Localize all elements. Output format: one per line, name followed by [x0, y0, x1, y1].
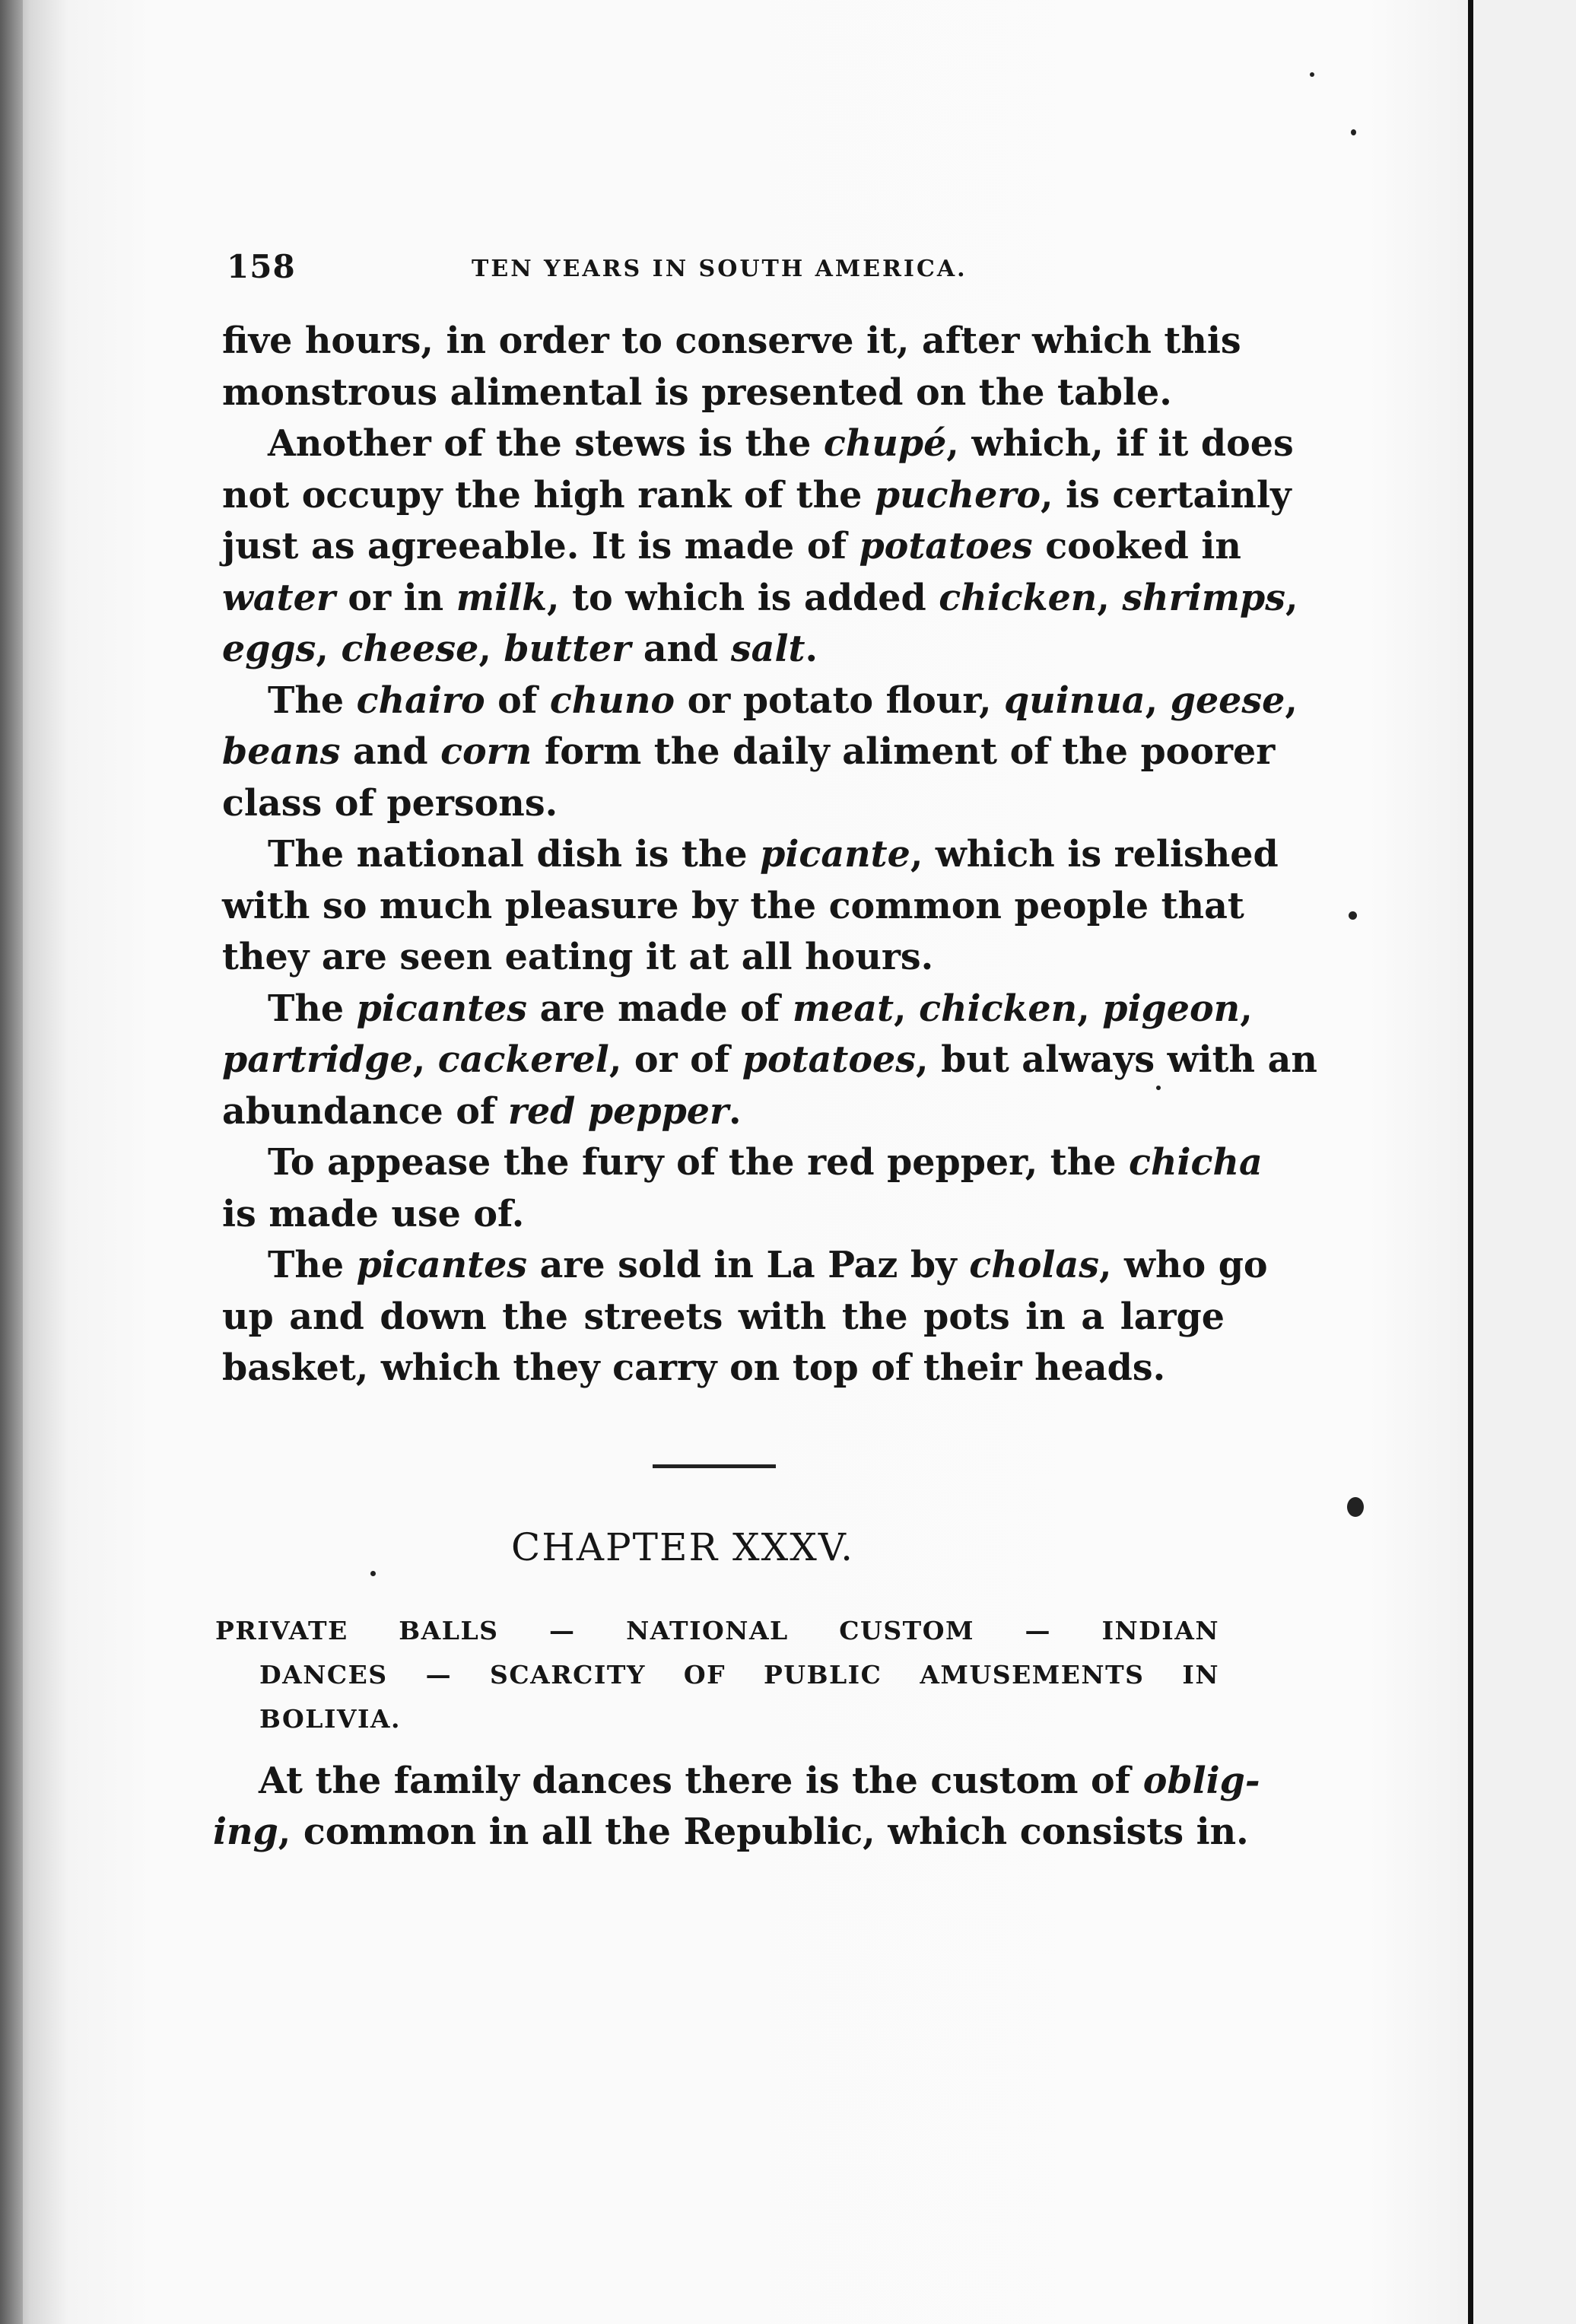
text-line: [222, 418, 1294, 470]
text-run: not occupy the high rank of the: [222, 473, 875, 517]
text-run: , which is relished: [910, 833, 1279, 876]
chapter-body: [213, 1756, 1260, 1858]
print-speck: [1347, 1497, 1364, 1517]
text-run: or in: [335, 576, 456, 619]
text-run: ,: [894, 987, 920, 1030]
right-margin: [1473, 0, 1576, 2324]
text-run: just as agreeable. It is made of: [222, 525, 859, 567]
italic-term: chupé: [823, 422, 947, 465]
text-run: abundance of: [222, 1089, 508, 1133]
right-page-edge: [1468, 0, 1473, 2324]
text-run: ,: [1097, 576, 1123, 619]
italic-term: ing: [213, 1811, 278, 1853]
italic-term: cholas: [969, 1244, 1099, 1286]
text-line: [222, 1086, 1225, 1138]
page-gutter-shadow: [0, 0, 23, 2324]
text-run: .: [805, 628, 818, 670]
italic-term: milk: [456, 576, 548, 619]
text-line: [222, 367, 1225, 419]
text-run: , which, if it does: [946, 422, 1294, 465]
text-line: [222, 1189, 1225, 1241]
italic-term: geese: [1170, 679, 1285, 722]
text-run: ,: [1285, 576, 1298, 619]
text-run: and: [340, 730, 441, 773]
running-head: [227, 248, 989, 294]
text-run: cooked in: [1032, 525, 1241, 567]
text-line: [222, 470, 1292, 522]
text-run: , who go: [1098, 1244, 1268, 1286]
italic-term: potatoes: [742, 1038, 916, 1081]
text-line: [222, 932, 1225, 984]
summary-line: BOLIVIA.: [259, 1704, 402, 1734]
text-run: they are seen eating it at all hours.: [222, 936, 934, 978]
text-run: At the family dances there is the custom of: [259, 1760, 1143, 1802]
text-run: The: [268, 679, 357, 722]
text-run: ,: [316, 628, 342, 670]
italic-term: potatoes: [859, 525, 1033, 567]
text-line: [222, 624, 1225, 676]
text-run: basket, which they carry on top of their heads.: [222, 1346, 1166, 1389]
italic-term: shrimps: [1122, 576, 1285, 619]
text-line: [222, 829, 1279, 881]
italic-term: cackerel: [437, 1038, 609, 1081]
print-speck: [1310, 72, 1314, 77]
text-run: or potato flour,: [675, 679, 1005, 722]
italic-term: chicken: [939, 576, 1098, 619]
chapter-summary: [215, 1609, 1219, 1741]
italic-term: meat: [792, 987, 894, 1030]
print-speck: [1349, 911, 1357, 920]
text-run: form the daily aliment of the poorer: [532, 730, 1276, 773]
italic-term: red pepper: [507, 1089, 729, 1133]
text-run: is made use of.: [222, 1192, 525, 1235]
text-run: class of persons.: [222, 781, 558, 825]
text-line: [222, 1035, 1317, 1086]
text-line: [222, 1137, 1263, 1189]
italic-term: oblig-: [1142, 1760, 1260, 1802]
running-title: TEN YEARS IN SOUTH AMERICA.: [472, 256, 968, 282]
text-run: , or of: [608, 1038, 742, 1081]
text-run: , is certainly: [1041, 473, 1292, 517]
italic-term: picantes: [356, 987, 528, 1030]
text-line: [222, 1292, 1225, 1343]
text-line: [222, 726, 1276, 778]
section-divider: [653, 1464, 776, 1468]
italic-term: picantes: [356, 1244, 528, 1286]
text-run: ,: [478, 628, 504, 670]
italic-term: quinua: [1004, 679, 1145, 722]
body-text: [222, 316, 1317, 1394]
text-run: , to which is added: [547, 576, 939, 619]
print-speck: [1351, 129, 1356, 135]
text-run: Another of the stews is the: [268, 422, 824, 465]
text-run: ,: [1285, 679, 1298, 722]
italic-term: beans: [222, 730, 341, 773]
italic-term: corn: [440, 730, 532, 773]
text-line: [213, 1756, 1260, 1807]
print-speck: [370, 1571, 376, 1576]
text-run: are sold in La Paz by: [527, 1244, 970, 1286]
italic-term: butter: [504, 628, 631, 670]
italic-term: chuno: [549, 679, 675, 722]
text-run: of: [485, 679, 550, 722]
text-run: ,: [1145, 679, 1171, 722]
print-speck: [1156, 1086, 1161, 1090]
chapter-title: CHAPTER XXXV.: [511, 1525, 855, 1569]
text-run: , but always with an: [916, 1038, 1317, 1081]
text-run: , common in all the Republic, which consists in.: [278, 1811, 1249, 1853]
text-line: [222, 573, 1298, 625]
italic-term: eggs: [222, 628, 316, 670]
text-line: [213, 1807, 1249, 1858]
text-run: The: [268, 1244, 357, 1286]
text-run: .: [729, 1089, 742, 1133]
text-line: [222, 881, 1244, 933]
italic-term: cheese: [341, 628, 479, 670]
text-run: are made of: [527, 987, 793, 1030]
italic-term: chairo: [356, 679, 485, 722]
italic-term: water: [222, 576, 335, 619]
text-run: The national dish is the: [268, 833, 761, 876]
italic-term: chicha: [1129, 1141, 1263, 1184]
text-run: monstrous alimental is presented on the table.: [222, 370, 1172, 414]
text-line: [222, 778, 1225, 830]
summary-line: PRIVATE BALLS — NATIONAL CUSTOM — INDIAN: [215, 1616, 1219, 1645]
italic-term: picante: [760, 833, 910, 876]
text-line: [222, 1240, 1268, 1292]
text-run: up and down the streets with the pots in a large: [222, 1295, 1225, 1338]
italic-term: puchero: [874, 473, 1041, 517]
text-line: [222, 984, 1253, 1035]
italic-term: chicken: [919, 987, 1078, 1030]
text-run: ,: [412, 1038, 438, 1081]
text-run: five hours, in order to conserve it, after which this: [222, 320, 1241, 362]
italic-term: partridge: [222, 1038, 413, 1081]
text-run: and: [631, 628, 731, 670]
text-line: [222, 1343, 1225, 1394]
text-run: ,: [1077, 987, 1103, 1030]
italic-term: salt: [730, 628, 805, 670]
page-number: 158: [227, 248, 296, 285]
text-line: [222, 521, 1241, 573]
text-run: To appease the fury of the red pepper, the: [268, 1141, 1130, 1184]
text-run: ,: [1240, 987, 1253, 1030]
italic-term: pigeon: [1102, 987, 1241, 1030]
text-run: with so much pleasure by the common people that: [222, 884, 1244, 927]
text-line: [222, 676, 1298, 727]
text-run: The: [268, 987, 357, 1030]
summary-line: DANCES — SCARCITY OF PUBLIC AMUSEMENTS IN: [259, 1660, 1219, 1690]
text-line: [222, 316, 1241, 367]
